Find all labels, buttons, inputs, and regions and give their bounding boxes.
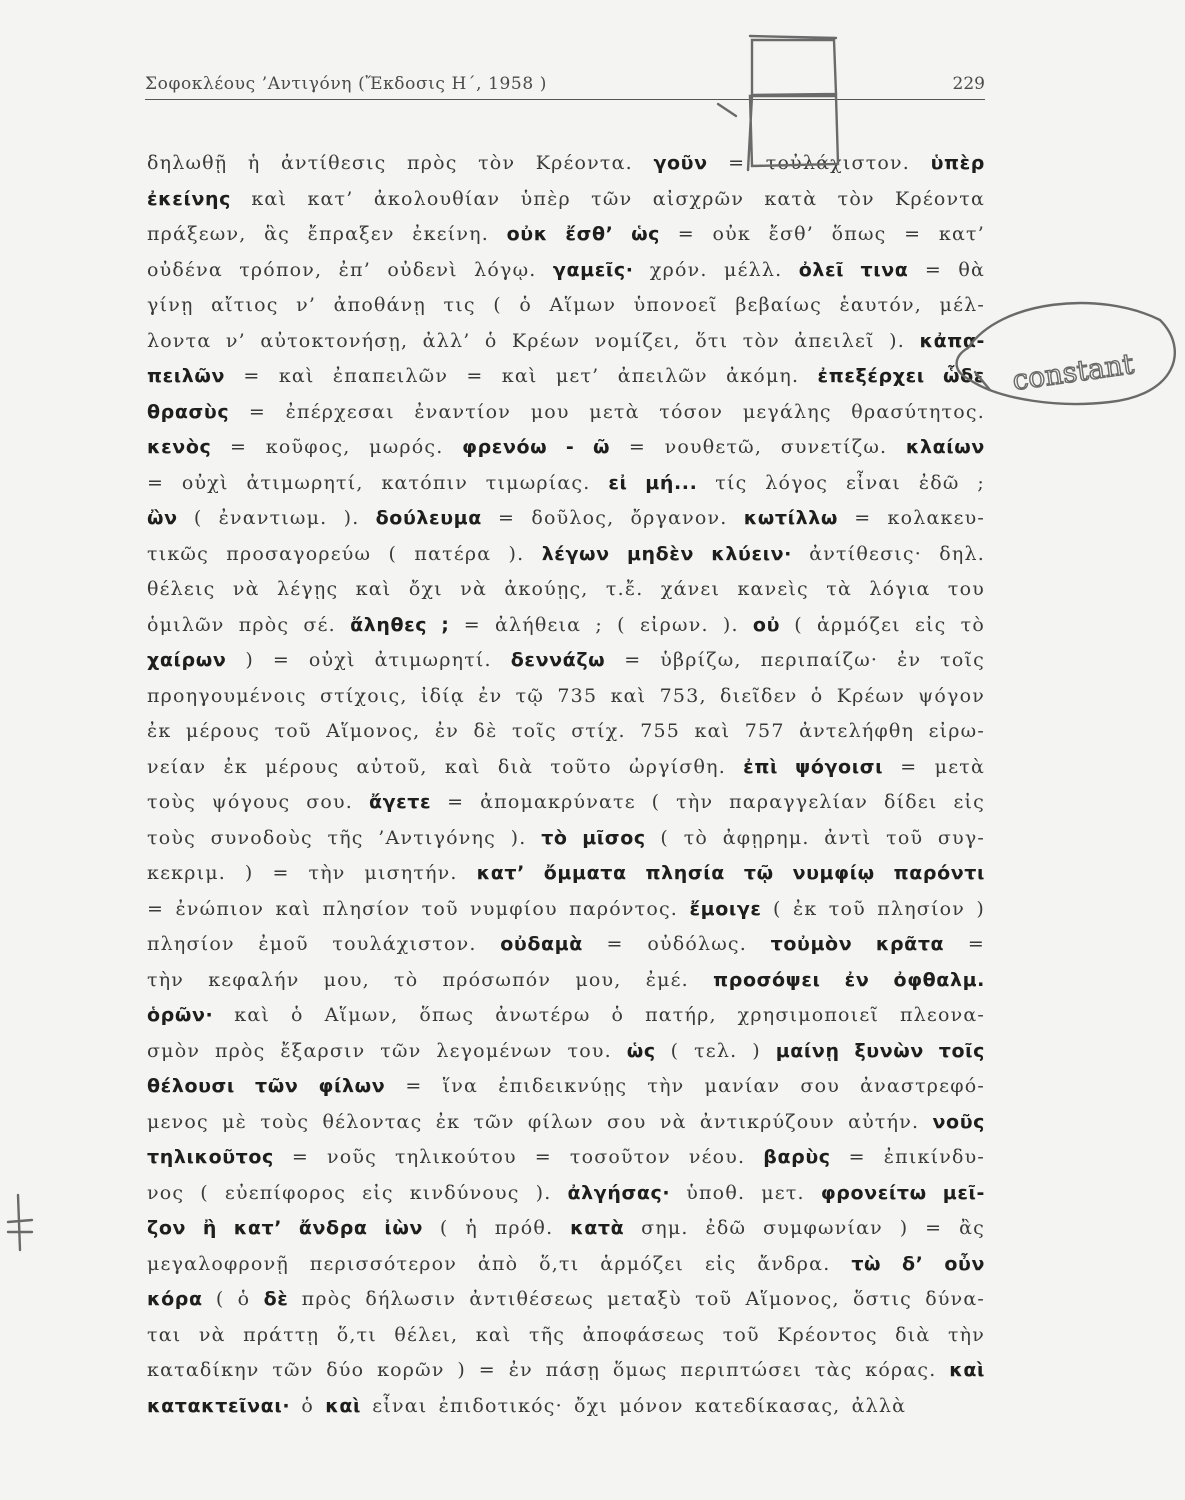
gloss: ται νὰ πράττῃ ὅ,τι θέλει, καὶ τῆς ἀποφάσεως τοῦ Κρέοντος διὰ τὴν (147, 1323, 985, 1346)
lemma: θρασὺς (147, 400, 230, 423)
gloss: ( ἐναντιωμ. ). (177, 507, 376, 529)
gloss: λοντα ν’ αὐτοκτονήσῃ, ἀλλ’ ὁ Κρέων νομίζει, ὅτι τὸν ἀπειλεῖ ). (147, 329, 920, 352)
text-line (147, 927, 985, 963)
gloss: καταδίκην τῶν δύο κορῶν ) = ἐν πάσῃ ὅμως περιπτώσει τὰς κόρας. (147, 1359, 950, 1381)
text-line (147, 1211, 985, 1247)
lemma: χαίρων (147, 649, 227, 671)
commentary-text (147, 146, 985, 1424)
gloss: = θὰ (908, 258, 985, 281)
lemma: γοῦν (653, 152, 708, 174)
lemma: προσόψει ἐν ὀφθαλμ. (713, 968, 985, 991)
gloss: = ἀπομακρύνατε ( τὴν παραγγελίαν δίδει εἰς (431, 791, 985, 813)
gloss: = οὐκ ἔσθ’ ὅπως = κατ’ (660, 223, 985, 245)
text-line (147, 1034, 985, 1070)
text-line (147, 501, 985, 537)
lemma: ὢν (147, 507, 178, 529)
gloss: ἐκ μέρους τοῦ Αἵμονος, ἐν δὲ τοῖς στίχ. 755 καὶ 757 ἀντελήφθη εἰρω- (147, 720, 985, 742)
gloss: τοὺς συνοδοὺς τῆς ’Αντιγόνης ). (147, 826, 542, 849)
text-line (147, 856, 985, 892)
gloss: εἶναι ἐπιδοτικός· ὄχι μόνον κατεδίκασας, ἀλλὰ (361, 1394, 907, 1417)
gloss: τοὺς ψόγους σου. (147, 791, 369, 813)
lemma: τοὐμὸν κρᾶτα (770, 933, 945, 955)
lemma: κόρα (147, 1288, 203, 1310)
lemma: δούλευμα (375, 507, 482, 529)
gloss: τικῶς προσαγορεύω ( πατέρα ). (147, 542, 542, 565)
lemma: οὐκ ἔσθ’ ὡς (506, 223, 661, 245)
gloss: γίνῃ αἴτιος ν’ ἀποθάνῃ τις ( ὁ Αἵμων ὑπονοεῖ βεβαίως ἑαυτόν, μέλ- (147, 294, 985, 316)
gloss: ὁ (290, 1394, 326, 1417)
text-line (147, 1353, 985, 1389)
lemma: κωτίλλω (743, 507, 839, 529)
gloss: θέλεις νὰ λέγῃς καὶ ὄχι νὰ ἀκούῃς, τ.ἔ. χάνει κανεὶς τὰ λόγια του (147, 578, 985, 600)
lemma: φρενόω - ῶ (462, 436, 611, 458)
gloss: προηγουμένοις στίχοις, ἰδίᾳ ἐν τῷ 735 καὶ 753, διεῖδεν ὁ Κρέων ψόγον (147, 684, 985, 707)
text-line (147, 714, 985, 750)
lemma: ὑπὲρ (930, 152, 985, 174)
gloss: = ἐπικίνδυ- (830, 1146, 985, 1168)
text-line (147, 395, 985, 431)
lemma: ἐκείνης (147, 187, 231, 210)
text-line (147, 182, 985, 218)
lemma: φρονείτω μεῖ- (820, 1181, 985, 1204)
lemma: θέλουσι τῶν φίλων (147, 1075, 386, 1097)
lemma: ἔμοιγε (689, 897, 762, 920)
text-line (147, 963, 985, 999)
lemma: οὐ (752, 613, 781, 636)
gloss: μεγαλοφρονῇ περισσότερον ἀπὸ ὅ,τι ἁρμόζει εἰς ἄνδρα. (147, 1252, 852, 1275)
text-line (147, 750, 985, 786)
gloss: τὴν κεφαλήν μου, τὸ πρόσωπόν μου, ἐμέ. (147, 968, 714, 991)
text-line (147, 1247, 985, 1283)
lemma: τὼ δ’ οὖν (851, 1252, 985, 1275)
lemma: ἄληθες ; (350, 613, 450, 636)
lemma: κατ’ ὄμματα πλησία τῷ νυμφίῳ παρόντι (476, 862, 985, 884)
gloss: = οὐδόλως. (582, 933, 771, 955)
margin-cross (8, 1195, 32, 1250)
gloss: ὁμιλῶν πρὸς σέ. (147, 613, 351, 636)
gloss: ( ἡ πρόθ. (423, 1217, 571, 1239)
text-line (147, 537, 985, 573)
text-line (147, 1282, 985, 1318)
lemma: κενὸς (147, 436, 212, 458)
text-line (147, 253, 985, 289)
margin-word: constant (1010, 347, 1136, 397)
gloss: σμὸν πρὸς ἔξαρσιν τῶν λεγομένων του. (147, 1039, 627, 1062)
gloss: ( τελ. ) (655, 1039, 776, 1062)
lemma: κατὰ (570, 1217, 625, 1239)
lemma: λέγων μηδὲν κλύειν· (541, 542, 792, 565)
text-line (147, 1176, 985, 1212)
text-line (147, 821, 985, 857)
margin-ellipse (957, 303, 1175, 404)
gloss: = νουθετῶ, συνετίζω. (610, 436, 906, 458)
gloss: = οὐχὶ ἀτιμωρητί, κατόπιν τιμωρίας. (147, 471, 609, 494)
gloss: = τοὐλάχιστον. (707, 152, 931, 174)
gloss: νείαν ἐκ μέρους αὐτοῦ, καὶ διὰ τοῦτο ὠργίσθη. (147, 755, 744, 778)
gloss: = κολακευ- (838, 507, 985, 529)
gloss: = ὑβρίζω, περιπαίζω· ἐν τοῖς (605, 649, 985, 671)
text-line (147, 1318, 985, 1354)
lemma: ζον ἢ κατ’ ἄνδρα ἰὼν (147, 1217, 424, 1239)
gloss: ( ἁρμόζει εἰς τὸ (780, 613, 985, 636)
gloss: πλησίον ἐμοῦ τουλάχιστον. (147, 933, 501, 955)
text-line (147, 1069, 985, 1105)
lemma: πειλῶν (147, 365, 226, 387)
text-line (147, 572, 985, 608)
gloss: καὶ ὁ Αἵμων, ὅπως ἀνωτέρω ὁ πατήρ, χρησιμοποιεῖ πλεονα- (213, 1004, 985, 1026)
lemma: τηλικοῦτος (147, 1146, 274, 1168)
text-line (147, 998, 985, 1034)
lemma: τὸ μῖσος (541, 826, 646, 849)
text-line (147, 324, 985, 360)
gloss: ( ἐκ τοῦ πλησίον ) (761, 897, 985, 920)
gloss: καὶ κατ’ ἀκολουθίαν ὑπὲρ τῶν αἰσχρῶν κατὰ τὸν Κρέοντα (231, 187, 985, 210)
lemma: ὁρῶν· (147, 1004, 214, 1026)
gloss: = μετὰ (883, 755, 985, 778)
gloss: τίς λόγος εἶναι ἐδῶ ; (697, 471, 985, 494)
running-header (145, 70, 985, 104)
text-line (147, 1140, 985, 1176)
lemma: βαρὺς (763, 1146, 831, 1168)
gloss: ( τὸ ἀφῃρημ. ἀντὶ τοῦ συγ- (645, 826, 985, 849)
lemma: ἄγετε (368, 791, 432, 813)
gloss: = καὶ ἐπαπειλῶν = καὶ μετ’ ἀπειλῶν ἀκόμη. (225, 365, 818, 387)
text-line (147, 217, 985, 253)
gloss: κεκριμ. ) = τὴν μισητήν. (147, 862, 477, 884)
lemma: μαίνῃ ξυνὼν τοῖς (775, 1039, 985, 1062)
page-number: 229 (952, 74, 985, 94)
text-line (147, 1105, 985, 1141)
gloss: ) = οὐχὶ ἀτιμωρητί. (226, 649, 511, 671)
lemma: κατακτεῖναι· (147, 1394, 291, 1417)
lemma: γαμεῖς· (552, 258, 634, 281)
gloss: δηλωθῇ ἡ ἀντίθεσις πρὸς τὸν Κρέοντα. (147, 152, 654, 174)
gloss: ὑποθ. μετ. (670, 1181, 821, 1204)
lemma: ὀλεῖ τινα (798, 258, 909, 281)
text-line (147, 466, 985, 502)
lemma: δεννάζω (510, 649, 606, 671)
gloss: χρόν. μέλλ. (633, 258, 799, 281)
lemma: ἐπὶ ψόγοισι (743, 755, 884, 778)
gloss: ( ὁ (202, 1288, 264, 1310)
lemma: κλαίων (905, 436, 985, 458)
text-line (147, 892, 985, 928)
handwritten-tick (718, 104, 736, 116)
text-line (147, 643, 985, 679)
text-line (147, 608, 985, 644)
gloss: = ἵνα ἐπιδεικνύῃς τὴν μανίαν σου ἀναστρεφό- (385, 1075, 985, 1097)
gloss: = νοῦς τηλικούτου = τοσοῦτον νέου. (273, 1146, 764, 1168)
gloss: μενος μὲ τοὺς θέλοντας ἐκ τῶν φίλων σου νὰ ἀντικρύζουν αὐτήν. (147, 1110, 933, 1133)
text-line (147, 679, 985, 715)
gloss: σημ. ἐδῶ συμφωνίαν ) = ἂς (624, 1217, 985, 1239)
header-rule (145, 99, 985, 100)
text-line (147, 1389, 985, 1425)
gloss: = (944, 933, 985, 955)
gloss: = ἐπέρχεσαι ἐναντίον μου μετὰ τόσον μεγάλης θρασύτητος. (229, 400, 985, 423)
gloss: = δοῦλος, ὄργανον. (481, 507, 744, 529)
text-line (147, 359, 985, 395)
lemma: εἰ μή... (608, 471, 698, 494)
lemma: οὐδαμὰ (500, 933, 583, 955)
lemma: δὲ (263, 1288, 289, 1310)
gloss: πράξεων, ἃς ἔπραξεν ἐκείνη. (147, 223, 507, 245)
lemma: ὡς (626, 1039, 656, 1062)
gloss: ἀντίθεσις· δηλ. (791, 542, 985, 565)
gloss: νος ( εὐεπίφορος εἰς κινδύνους ). (147, 1181, 568, 1204)
lemma: νοῦς (932, 1110, 985, 1133)
gloss: οὐδένα τρόπον, ἐπ’ οὐδενὶ λόγῳ. (147, 258, 553, 281)
lemma: ἐπεξέρχει ὧδε (817, 365, 985, 387)
gloss: = κοῦφος, μωρός. (211, 436, 463, 458)
lemma: καὶ (949, 1359, 985, 1381)
lemma: καὶ (325, 1394, 362, 1417)
text-line (147, 288, 985, 324)
text-line (147, 785, 985, 821)
text-line (147, 146, 985, 182)
lemma: ἀλγήσας· (567, 1181, 671, 1204)
gloss: = ἀλήθεια ; ( εἰρων. ). (449, 613, 753, 636)
gloss: πρὸς δήλωσιν ἀντιθέσεως μεταξὺ τοῦ Αἵμονος, ὅστις δύνα- (288, 1288, 985, 1310)
lemma: κἀπα- (919, 329, 985, 352)
text-line (147, 430, 985, 466)
running-title: Σοφοκλέους ’Αντιγόνη (Ἔκδοσις Η΄, 1958 ) (145, 74, 547, 94)
gloss: = ἐνώπιον καὶ πλησίον τοῦ νυμφίου παρόντος. (147, 897, 690, 920)
